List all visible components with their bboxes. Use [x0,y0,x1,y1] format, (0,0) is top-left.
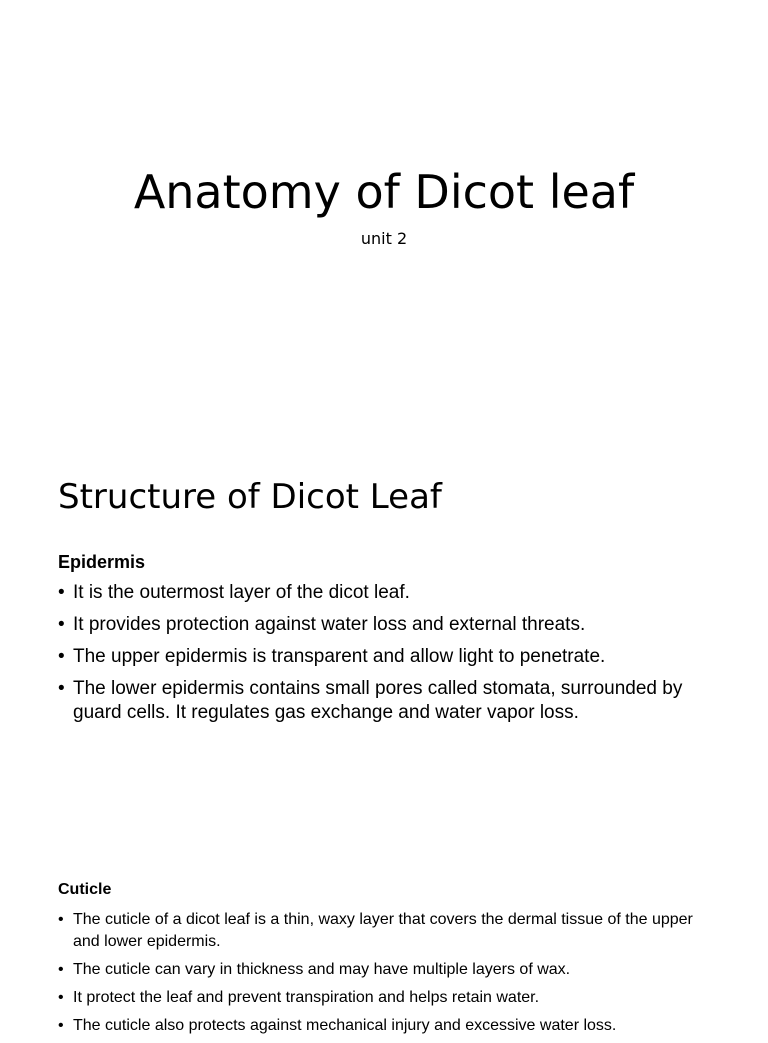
bullet-item: • The cuticle also protects against mechanical injury and excessive water loss. [58,1015,718,1037]
title-slide [0,0,768,430]
bullet-item: • The upper epidermis is transparent and allow light to penetrate. [58,645,718,669]
bullet-item: • It is the outermost layer of the dicot leaf. [58,581,718,605]
bullet-item: • The cuticle of a dicot leaf is a thin, waxy layer that covers the dermal tissue of the upper and lower epidermis. [58,909,718,953]
bullet-item: • The cuticle can vary in thickness and may have multiple layers of wax. [58,959,718,981]
bullet-item: • It provides protection against water loss and external threats. [58,613,718,637]
epidermis-heading: Epidermis [58,552,146,572]
bullet-item: • The lower epidermis contains small pores called stomata, surrounded by guard cells. It regulates gas exchange and water vapor loss. [58,677,718,725]
cuticle-bullet-list [58,909,718,1037]
cuticle-section [58,880,718,1043]
epidermis-section [58,551,718,733]
epidermis-bullet-list [58,581,718,725]
presentation-title: Anatomy of Dicot leaf [133,165,635,219]
slide-title: Structure of Dicot Leaf [58,477,442,517]
presentation-subtitle: unit 2 [360,229,408,248]
bullet-item: • It protect the leaf and prevent transpiration and helps retain water. [58,987,718,1009]
cuticle-heading: Cuticle [58,881,112,898]
content-slide [0,430,768,1034]
